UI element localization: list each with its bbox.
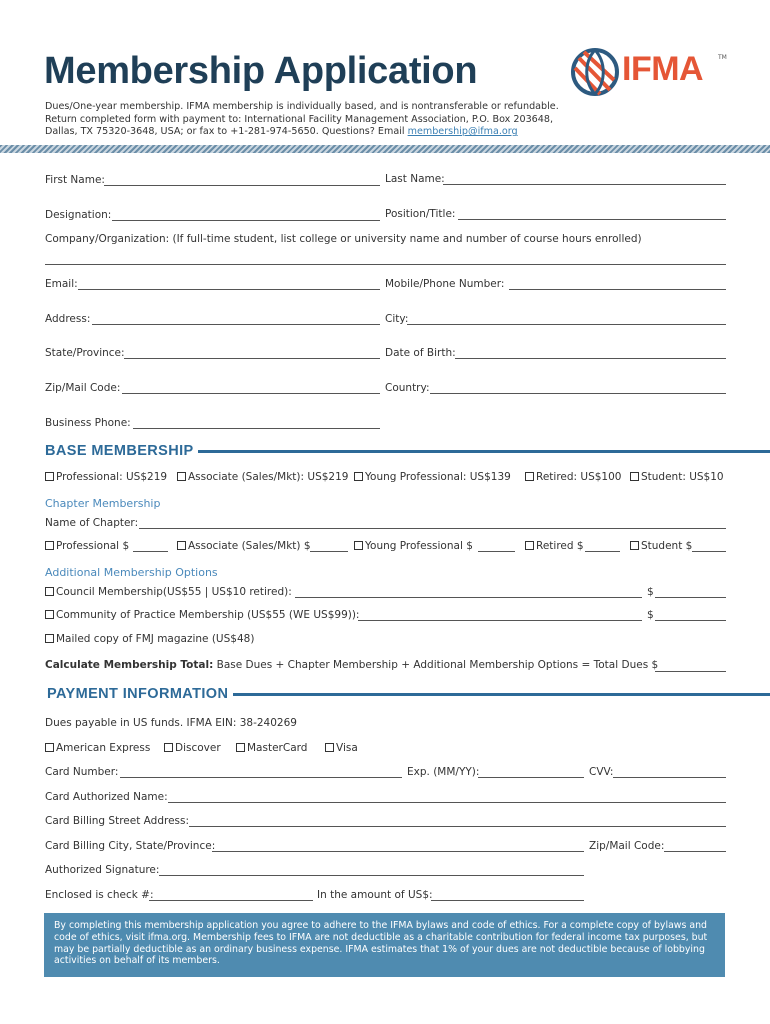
email-link[interactable]: membership@ifma.org	[407, 126, 518, 138]
checkbox[interactable]	[164, 743, 173, 752]
council-leader	[295, 597, 642, 598]
section-rule	[233, 693, 770, 696]
chapter-option-associate[interactable]: Associate (Sales/Mkt) $	[177, 540, 311, 552]
card-number-label: Card Number:	[45, 766, 119, 778]
community-option[interactable]: Community of Practice Membership (US$55 (WE US$99)):	[45, 609, 359, 621]
checkbox[interactable]	[45, 541, 54, 550]
chapter-associate-amount[interactable]	[310, 551, 348, 552]
chapter-young-professional-amount[interactable]	[478, 551, 515, 552]
exp-field[interactable]	[478, 777, 584, 778]
community-amount[interactable]	[655, 620, 726, 621]
city-label: City:	[385, 313, 409, 325]
card-number-field[interactable]	[120, 777, 402, 778]
billing-city-field[interactable]	[212, 851, 584, 852]
council-amount[interactable]	[655, 597, 726, 598]
base-option-professional[interactable]: Professional: US$219	[45, 471, 167, 483]
signature-field[interactable]	[159, 875, 584, 876]
chapter-heading: Chapter Membership	[45, 497, 161, 510]
billing-zip-field[interactable]	[664, 851, 726, 852]
billing-zip-label: Zip/Mail Code:	[589, 840, 665, 852]
chapter-option-professional[interactable]: Professional $	[45, 540, 129, 552]
exp-label: Exp. (MM/YY):	[407, 766, 480, 778]
checkbox[interactable]	[177, 472, 186, 481]
logo-tm: TM	[718, 54, 727, 61]
email-label: Email:	[45, 278, 78, 290]
base-option-retired[interactable]: Retired: US$100	[525, 471, 621, 483]
chapter-option-student[interactable]: Student $	[630, 540, 692, 552]
legal-notice: By completing this membership application you agree to adhere to the IFMA bylaws and code of ethics. For a complete copy of bylaws and code of ethics, visit ifma.org. Membership fees to IFMA are not deductible as a charitable contribution for federal income tax purposes, but may be partially deductible as an ordinary business expense. IFMA estimates that 1% of your dues are not deductible because of lobbying activities on behalf of its members.	[44, 913, 725, 977]
check-amount-field[interactable]	[431, 900, 584, 901]
business-phone-field[interactable]	[133, 428, 380, 429]
council-option[interactable]: Council Membership(US$55 | US$10 retired):	[45, 586, 292, 598]
designation-field[interactable]	[112, 220, 380, 221]
phone-field[interactable]	[509, 289, 726, 290]
phone-label: Mobile/Phone Number:	[385, 278, 505, 290]
last-name-field[interactable]	[443, 184, 726, 185]
ifma-logo	[570, 44, 730, 100]
community-dollar: $	[647, 609, 654, 621]
checkbox[interactable]	[177, 541, 186, 550]
page-title: Membership Application	[44, 50, 478, 92]
billing-city-label: Card Billing City, State/Province:	[45, 840, 216, 852]
state-label: State/Province:	[45, 347, 125, 359]
authorized-name-field[interactable]	[168, 802, 726, 803]
card-option-amex[interactable]: American Express	[45, 742, 150, 754]
card-option-mastercard[interactable]: MasterCard	[236, 742, 307, 754]
street-field[interactable]	[189, 826, 726, 827]
council-dollar: $	[647, 586, 654, 598]
checkbox[interactable]	[325, 743, 334, 752]
authorized-name-label: Card Authorized Name:	[45, 791, 168, 803]
email-field[interactable]	[78, 289, 380, 290]
dob-field[interactable]	[455, 358, 726, 359]
country-field[interactable]	[430, 393, 726, 394]
signature-label: Authorized Signature:	[45, 864, 160, 876]
dues-note: Dues payable in US funds. IFMA EIN: 38-240269	[45, 717, 297, 729]
checkbox[interactable]	[525, 472, 534, 481]
card-option-visa[interactable]: Visa	[325, 742, 358, 754]
check-number-field[interactable]	[149, 900, 313, 901]
last-name-label: Last Name:	[385, 173, 445, 185]
zip-label: Zip/Mail Code:	[45, 382, 121, 394]
chapter-option-retired[interactable]: Retired $	[525, 540, 584, 552]
amount-label: In the amount of US$:	[317, 889, 433, 901]
payment-heading: PAYMENT INFORMATION	[47, 686, 229, 702]
chapter-option-young-professional[interactable]: Young Professional $	[354, 540, 473, 552]
intro-text: Dues/One-year membership. IFMA membership is individually based, and is nontransferable or refundable. Return completed form with payment to: International Facility Management Association, P.O. Box 203648, Dallas, TX 75320-3648, USA; or fax to +1-281-974-5650. Questions? Email membership@ifma.org	[45, 101, 559, 138]
company-field[interactable]	[45, 264, 726, 265]
dob-label: Date of Birth:	[385, 347, 456, 359]
globe-icon	[570, 44, 620, 100]
checkbox[interactable]	[45, 634, 54, 643]
community-leader	[358, 620, 642, 621]
chapter-retired-amount[interactable]	[585, 551, 620, 552]
additional-heading: Additional Membership Options	[45, 566, 218, 579]
checkbox[interactable]	[354, 472, 363, 481]
chapter-name-label: Name of Chapter:	[45, 517, 139, 529]
chapter-professional-amount[interactable]	[133, 551, 168, 552]
address-field[interactable]	[92, 324, 380, 325]
cvv-label: CVV:	[589, 766, 614, 778]
base-option-associate[interactable]: Associate (Sales/Mkt): US$219	[177, 471, 348, 483]
first-name-label: First Name:	[45, 174, 105, 186]
zip-field[interactable]	[122, 393, 380, 394]
checkbox[interactable]	[630, 541, 639, 550]
designation-label: Designation:	[45, 209, 112, 221]
checkbox[interactable]	[45, 472, 54, 481]
header-divider	[0, 145, 770, 153]
position-field[interactable]	[458, 219, 726, 220]
business-phone-label: Business Phone:	[45, 417, 131, 429]
checkbox[interactable]	[630, 472, 639, 481]
checkbox[interactable]	[45, 610, 54, 619]
first-name-field[interactable]	[104, 185, 380, 186]
address-label: Address:	[45, 313, 91, 325]
logo-text: IFMA	[622, 50, 704, 88]
chapter-name-field[interactable]	[139, 528, 726, 529]
checkbox[interactable]	[45, 587, 54, 596]
chapter-student-amount[interactable]	[692, 551, 726, 552]
state-field[interactable]	[124, 358, 380, 359]
card-option-discover[interactable]: Discover	[164, 742, 221, 754]
position-label: Position/Title:	[385, 208, 456, 220]
section-rule	[198, 450, 770, 453]
base-membership-heading: BASE MEMBERSHIP	[45, 443, 194, 459]
check-label: Enclosed is check #:	[45, 889, 154, 901]
total-dues-field[interactable]	[655, 671, 726, 672]
street-label: Card Billing Street Address:	[45, 815, 190, 827]
city-field[interactable]	[407, 324, 726, 325]
membership-total-label: Calculate Membership Total: Base Dues + Chapter Membership + Additional Membership Options = Total Dues $	[45, 659, 659, 671]
country-label: Country:	[385, 382, 430, 394]
company-label: Company/Organization: (If full-time student, list college or university name and number of course hours enrolled)	[45, 233, 642, 245]
checkbox[interactable]	[354, 541, 363, 550]
base-option-student[interactable]: Student: US$10	[630, 471, 724, 483]
fmj-magazine-option[interactable]: Mailed copy of FMJ magazine (US$48)	[45, 633, 254, 645]
checkbox[interactable]	[236, 743, 245, 752]
checkbox[interactable]	[45, 743, 54, 752]
cvv-field[interactable]	[613, 777, 726, 778]
base-option-young-professional[interactable]: Young Professional: US$139	[354, 471, 511, 483]
checkbox[interactable]	[525, 541, 534, 550]
